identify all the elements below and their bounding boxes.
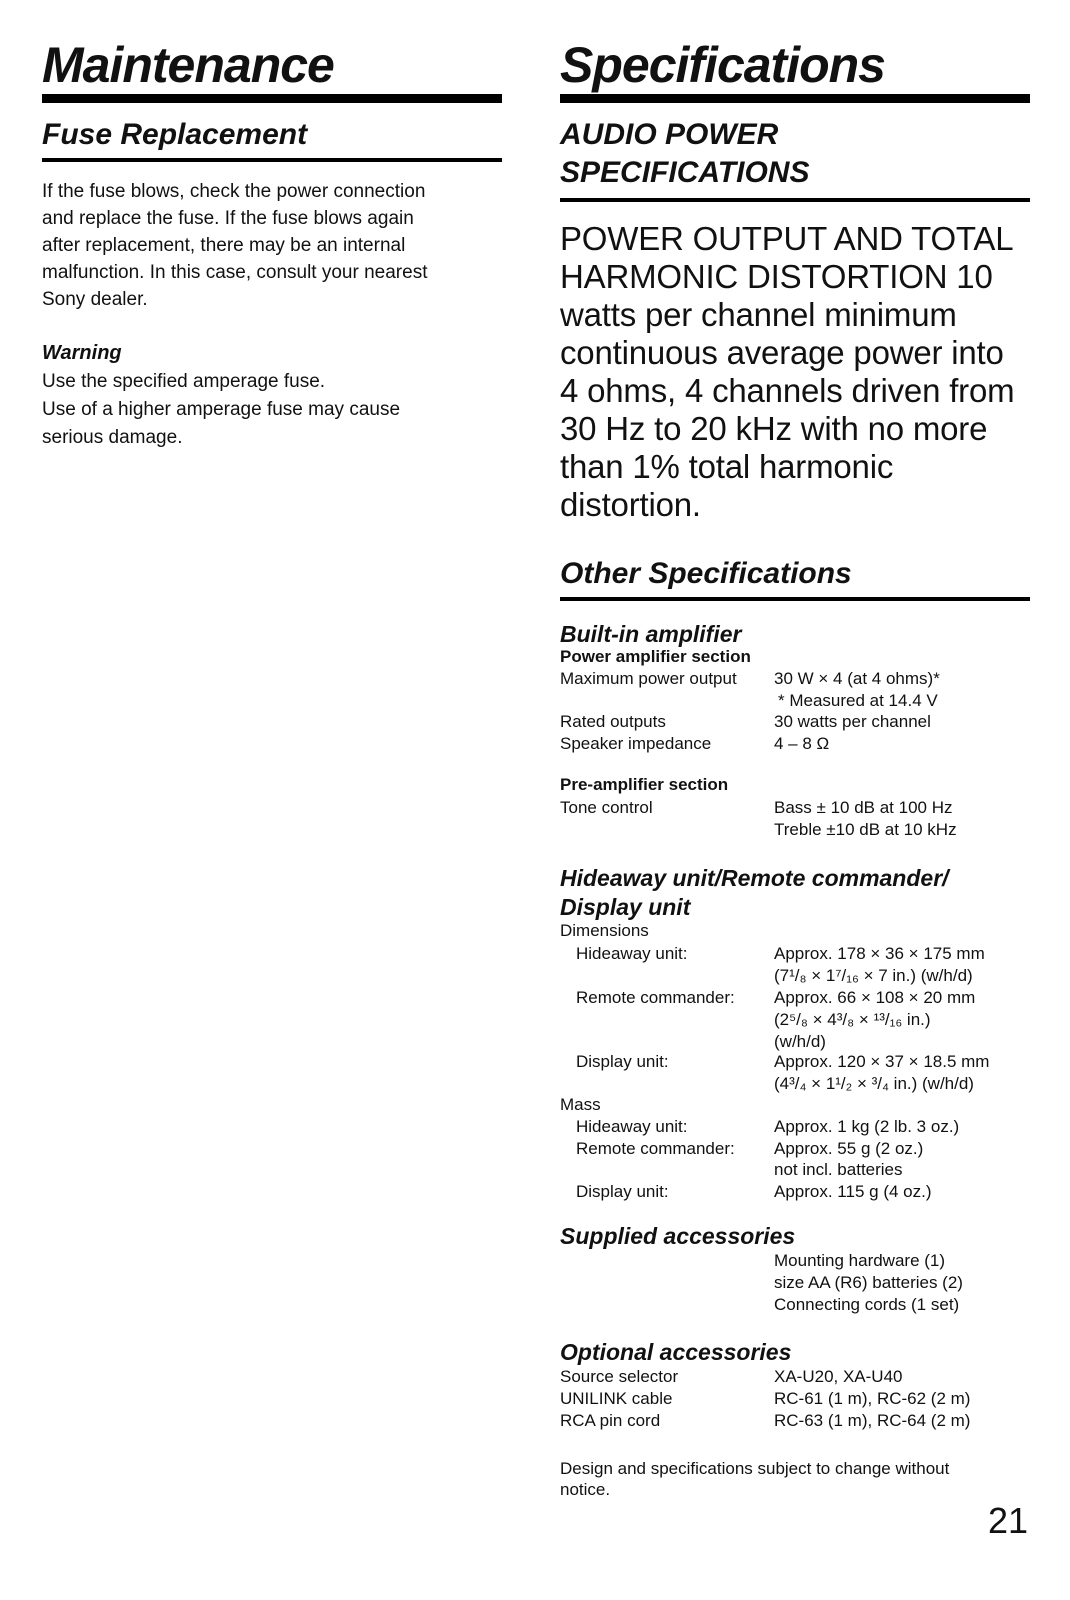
spec-label: Remote commander:	[576, 988, 735, 1007]
spec-value: (7¹/₈ × 1⁷/₁₆ × 7 in.) (w/h/d)	[774, 966, 973, 985]
heading-rule	[42, 158, 502, 162]
spec-value: RC-61 (1 m), RC-62 (2 m)	[774, 1389, 971, 1408]
spec-value: not incl. batteries	[774, 1160, 903, 1179]
spec-label: Hideaway unit:	[576, 944, 688, 963]
spec-label: Rated outputs	[560, 712, 666, 731]
spec-label: Display unit:	[576, 1182, 669, 1201]
notice-line: Design and specifications subject to change without	[560, 1459, 950, 1478]
audio-line: than 1% total harmonic	[560, 448, 894, 485]
audio-heading-line: AUDIO POWER	[560, 118, 779, 151]
fuse-line: If the fuse blows, check the power connection	[42, 181, 426, 202]
audio-line: 4 ohms, 4 channels driven from	[560, 372, 1015, 409]
heading-rule	[560, 597, 1030, 601]
audio-line: 30 Hz to 20 kHz with no more	[560, 410, 988, 447]
audio-heading-line: SPECIFICATIONS	[560, 156, 810, 189]
maintenance-title: Maintenance	[42, 37, 334, 93]
specifications-title: Specifications	[560, 37, 885, 93]
spec-note: * Measured at 14.4 V	[778, 691, 938, 710]
spec-value: Bass ± 10 dB at 100 Hz	[774, 798, 953, 817]
spec-value: Approx. 66 × 108 × 20 mm	[774, 988, 976, 1007]
audio-line: HARMONIC DISTORTION 10	[560, 258, 993, 295]
supplied-item: Connecting cords (1 set)	[774, 1295, 960, 1314]
warning-line: Use the specified amperage fuse.	[42, 371, 326, 392]
spec-label: Source selector	[560, 1367, 679, 1386]
spec-label: Display unit:	[576, 1052, 669, 1071]
fuse-heading: Fuse Replacement	[42, 118, 308, 151]
fuse-line: after replacement, there may be an internal	[42, 235, 406, 256]
page-number: 21	[988, 1500, 1029, 1541]
spec-label: RCA pin cord	[560, 1411, 661, 1430]
spec-label: Maximum power output	[560, 669, 737, 688]
supplied-heading: Supplied accessories	[560, 1223, 796, 1249]
spec-value: (2⁵/₈ × 4³/₈ × ¹³/₁₆ in.)	[774, 1010, 931, 1029]
pre-section-label: Pre-amplifier section	[560, 775, 729, 794]
fuse-line: and replace the fuse. If the fuse blows again	[42, 208, 414, 229]
spec-value: 30 watts per channel	[774, 712, 931, 731]
spec-value: RC-63 (1 m), RC-64 (2 m)	[774, 1411, 971, 1430]
audio-line: POWER OUTPUT AND TOTAL	[560, 220, 1014, 257]
spec-label: UNILINK cable	[560, 1389, 673, 1408]
spec-label: Speaker impedance	[560, 734, 712, 753]
spec-label: Hideaway unit:	[576, 1117, 688, 1136]
fuse-line: malfunction. In this case, consult your nearest	[42, 262, 428, 283]
units-heading-line: Display unit	[560, 894, 691, 920]
spec-value: (w/h/d)	[774, 1032, 826, 1051]
spec-value: Approx. 115 g (4 oz.)	[774, 1182, 932, 1201]
audio-line: watts per channel minimum	[560, 296, 957, 333]
units-heading-line: Hideaway unit/Remote commander/	[560, 865, 949, 891]
audio-line: distortion.	[560, 486, 701, 523]
supplied-item: Mounting hardware (1)	[774, 1251, 946, 1270]
warning-line: serious damage.	[42, 427, 183, 448]
spec-label: Tone control	[560, 798, 653, 817]
spec-label: Remote commander:	[576, 1139, 735, 1158]
spec-value: Treble ±10 dB at 10 kHz	[774, 820, 957, 839]
audio-line: continuous average power into	[560, 334, 1004, 371]
spec-value: Approx. 55 g (2 oz.)	[774, 1139, 924, 1158]
spec-value: Approx. 1 kg (2 lb. 3 oz.)	[774, 1117, 960, 1136]
optional-heading: Optional accessories	[560, 1339, 792, 1365]
spec-value: XA-U20, XA-U40	[774, 1367, 903, 1386]
warning-heading: Warning	[42, 342, 122, 364]
dimensions-label: Dimensions	[560, 921, 649, 940]
spec-value: Approx. 178 × 36 × 175 mm	[774, 944, 985, 963]
warning-line: Use of a higher amperage fuse may cause	[42, 399, 401, 420]
spec-value: 30 W × 4 (at 4 ohms)*	[774, 669, 940, 688]
title-rule	[560, 94, 1030, 103]
amplifier-heading: Built-in amplifier	[560, 621, 742, 647]
spec-value: 4 – 8 Ω	[774, 734, 830, 753]
other-specs-heading: Other Specifications	[560, 557, 852, 590]
spec-value: Approx. 120 × 37 × 18.5 mm	[774, 1052, 990, 1071]
spec-value: (4³/₄ × 1¹/₂ × ³/₄ in.) (w/h/d)	[774, 1074, 974, 1093]
fuse-line: Sony dealer.	[42, 289, 148, 310]
notice-line: notice.	[560, 1480, 611, 1499]
title-rule	[42, 94, 502, 103]
heading-rule	[560, 198, 1030, 202]
mass-label: Mass	[560, 1095, 601, 1114]
supplied-item: size AA (R6) batteries (2)	[774, 1273, 963, 1292]
power-section-label: Power amplifier section	[560, 647, 751, 666]
